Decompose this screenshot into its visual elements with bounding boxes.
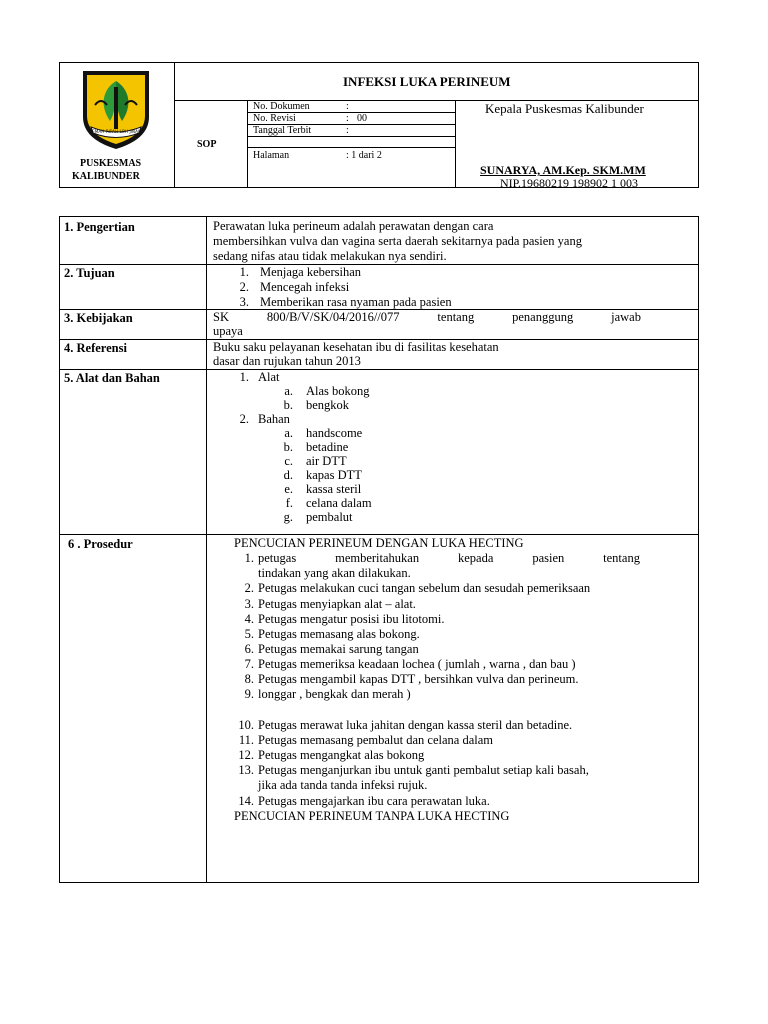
step-word: pasien xyxy=(532,551,565,565)
prosedur-step-num: 11. xyxy=(238,733,254,747)
tujuan-item-2: Mencegah infeksi xyxy=(260,280,350,294)
section-label-kebijakan: 3. Kebijakan xyxy=(64,311,133,325)
kebijakan-line-1 xyxy=(213,310,641,325)
bahan-item-key: c. xyxy=(284,454,293,468)
kebijakan-word: 800/B/V/SK/04/2016//077 xyxy=(266,310,400,324)
bahan-item-key: f. xyxy=(285,496,293,510)
alat-group-name: Alat xyxy=(258,370,280,384)
signer-name: SUNARYA, AM.Kep. SKM.MM xyxy=(480,163,646,177)
bahan-item-value: handscome xyxy=(306,426,363,440)
prosedur-step-num: 6. xyxy=(244,642,254,656)
signer-title: Kepala Puskesmas Kalibunder xyxy=(485,101,644,116)
tujuan-num-3: 3. xyxy=(239,295,249,309)
puskesmas-logo-icon xyxy=(77,67,155,151)
svg-text:GEMAH RIPAH LOH JINAWI: GEMAH RIPAH LOH JINAWI xyxy=(88,129,144,134)
bahan-item-value: celana dalam xyxy=(306,496,372,510)
pengertian-line-2: membersihkan vulva dan vagina serta daerah sekitarnya pada pasien yang xyxy=(213,234,582,248)
bahan-item-value: kapas DTT xyxy=(306,468,362,482)
prosedur-step-text: Petugas mengambil kapas DTT , bersihkan vulva dan perineum. xyxy=(258,672,579,686)
bahan-item-key: b. xyxy=(283,440,293,454)
prosedur-step-1-line-1 xyxy=(258,551,640,566)
bahan-item-key: g. xyxy=(283,510,293,524)
bahan-item-key: a. xyxy=(284,426,293,440)
prosedur-step-num: 4. xyxy=(244,612,254,626)
meta-value-revisi: 00 xyxy=(357,113,367,124)
prosedur-step-text-cont: jika ada tanda tanda infeksi rujuk. xyxy=(258,778,428,792)
prosedur-step-text: longgar , bengkak dan merah ) xyxy=(258,687,411,701)
document-title: INFEKSI LUKA PERINEUM xyxy=(343,74,511,89)
prosedur-step-num: 9. xyxy=(244,687,254,701)
alat-item-key: b. xyxy=(283,398,293,412)
sop-table xyxy=(59,216,699,883)
kebijakan-word: jawab xyxy=(611,310,641,324)
prosedur-step-num: 3. xyxy=(244,597,254,611)
prosedur-step-num: 13. xyxy=(238,763,254,777)
kebijakan-word: penanggung xyxy=(512,310,574,324)
meta-label-tanggal: Tanggal Terbit xyxy=(253,125,312,136)
prosedur-step-text: Petugas mengajarkan ibu cara perawatan luka. xyxy=(258,794,490,808)
prosedur-step-text: Petugas memasang alas bokong. xyxy=(258,627,420,641)
prosedur-heading-2: PENCUCIAN PERINEUM TANPA LUKA HECTING xyxy=(234,809,510,823)
kebijakan-line-2: upaya xyxy=(213,324,243,338)
step-word: memberitahukan xyxy=(335,551,420,565)
referensi-line-1: Buku saku pelayanan kesehatan ibu di fasilitas kesehatan xyxy=(213,340,499,354)
section-label-pengertian: 1. Pengertian xyxy=(64,220,135,234)
tujuan-item-3: Memberikan rasa nyaman pada pasien xyxy=(260,295,452,309)
meta-sep-revisi: : xyxy=(346,113,349,124)
section-label-tujuan: 2. Tujuan xyxy=(64,266,115,280)
prosedur-step-text: Petugas mengatur posisi ibu litotomi. xyxy=(258,612,445,626)
step-word: kepada xyxy=(458,551,494,565)
alat-item-value: bengkok xyxy=(306,398,350,412)
alat-group-num: 1. xyxy=(239,370,249,384)
pengertian-line-3: sedang nifas atau tidak melakukan nya sendiri. xyxy=(213,249,447,263)
tujuan-num-1: 1. xyxy=(239,265,249,279)
prosedur-heading-1: PENCUCIAN PERINEUM DENGAN LUKA HECTING xyxy=(234,536,524,550)
section-label-alat: 5. Alat dan Bahan xyxy=(64,371,160,385)
bahan-item-value: kassa steril xyxy=(306,482,362,496)
doc-type-label: SOP xyxy=(197,139,217,150)
prosedur-step-text: Petugas menyiapkan alat – alat. xyxy=(258,597,416,611)
meta-sep-tanggal: : xyxy=(346,125,349,136)
kebijakan-word: SK xyxy=(213,310,229,324)
bahan-item-value: pembalut xyxy=(306,510,353,524)
document-header xyxy=(59,62,699,188)
prosedur-step-num: 7. xyxy=(244,657,254,671)
bahan-group-num: 2. xyxy=(239,412,249,426)
prosedur-step-text: Petugas memeriksa keadaan lochea ( jumlah , warna , dan bau ) xyxy=(258,657,576,671)
org-name-line1: PUSKESMAS xyxy=(80,158,142,169)
prosedur-step-text: Petugas merawat luka jahitan dengan kassa steril dan betadine. xyxy=(258,718,573,732)
prosedur-step-num: 1. xyxy=(244,551,254,565)
bahan-group-name: Bahan xyxy=(258,412,290,426)
referensi-line-2: dasar dan rujukan tahun 2013 xyxy=(213,354,361,368)
tujuan-num-2: 2. xyxy=(239,280,249,294)
section-label-referensi: 4. Referensi xyxy=(64,341,127,355)
prosedur-step-num: 5. xyxy=(244,627,254,641)
step-word: petugas xyxy=(258,551,297,565)
alat-item-key: a. xyxy=(284,384,293,398)
bahan-item-key: e. xyxy=(284,482,293,496)
prosedur-step-num: 12. xyxy=(238,748,254,762)
tujuan-item-1: Menjaga kebersihan xyxy=(260,265,362,279)
meta-label-dokumen: No. Dokumen xyxy=(253,101,310,112)
kebijakan-word: tentang xyxy=(437,310,475,324)
signer-nip: NIP.19680219 198902 1 003 xyxy=(500,176,639,190)
prosedur-step-text: Petugas memakai sarung tangan xyxy=(258,642,419,656)
alat-item-value: Alas bokong xyxy=(306,384,370,398)
prosedur-step-num: 8. xyxy=(244,672,254,686)
meta-value-halaman: : 1 dari 2 xyxy=(346,150,382,161)
prosedur-step-text: Petugas mengangkat alas bokong xyxy=(258,748,425,762)
prosedur-step-num: 14. xyxy=(238,794,254,808)
step-word: tentang xyxy=(603,551,640,565)
prosedur-step-text: Petugas menganjurkan ibu untuk ganti pembalut setiap kali basah, xyxy=(258,763,589,777)
prosedur-step-text: Petugas memasang pembalut dan celana dalam xyxy=(258,733,493,747)
prosedur-step-text: Petugas melakukan cuci tangan sebelum dan sesudah pemeriksaan xyxy=(258,581,591,595)
bahan-item-value: betadine xyxy=(306,440,349,454)
meta-label-revisi: No. Revisi xyxy=(253,113,296,124)
prosedur-step-num: 2. xyxy=(244,581,254,595)
section-label-prosedur: 6 . Prosedur xyxy=(68,537,133,551)
prosedur-step-1-line-2: tindakan yang akan dilakukan. xyxy=(258,566,411,580)
prosedur-step-num: 10. xyxy=(238,718,254,732)
bahan-item-value: air DTT xyxy=(306,454,347,468)
pengertian-line-1: Perawatan luka perineum adalah perawatan dengan cara xyxy=(213,219,494,233)
meta-label-halaman: Halaman xyxy=(253,150,290,161)
bahan-item-key: d. xyxy=(283,468,293,482)
org-name-line2: KALIBUNDER xyxy=(72,171,140,182)
meta-sep-dokumen: : xyxy=(346,101,349,112)
